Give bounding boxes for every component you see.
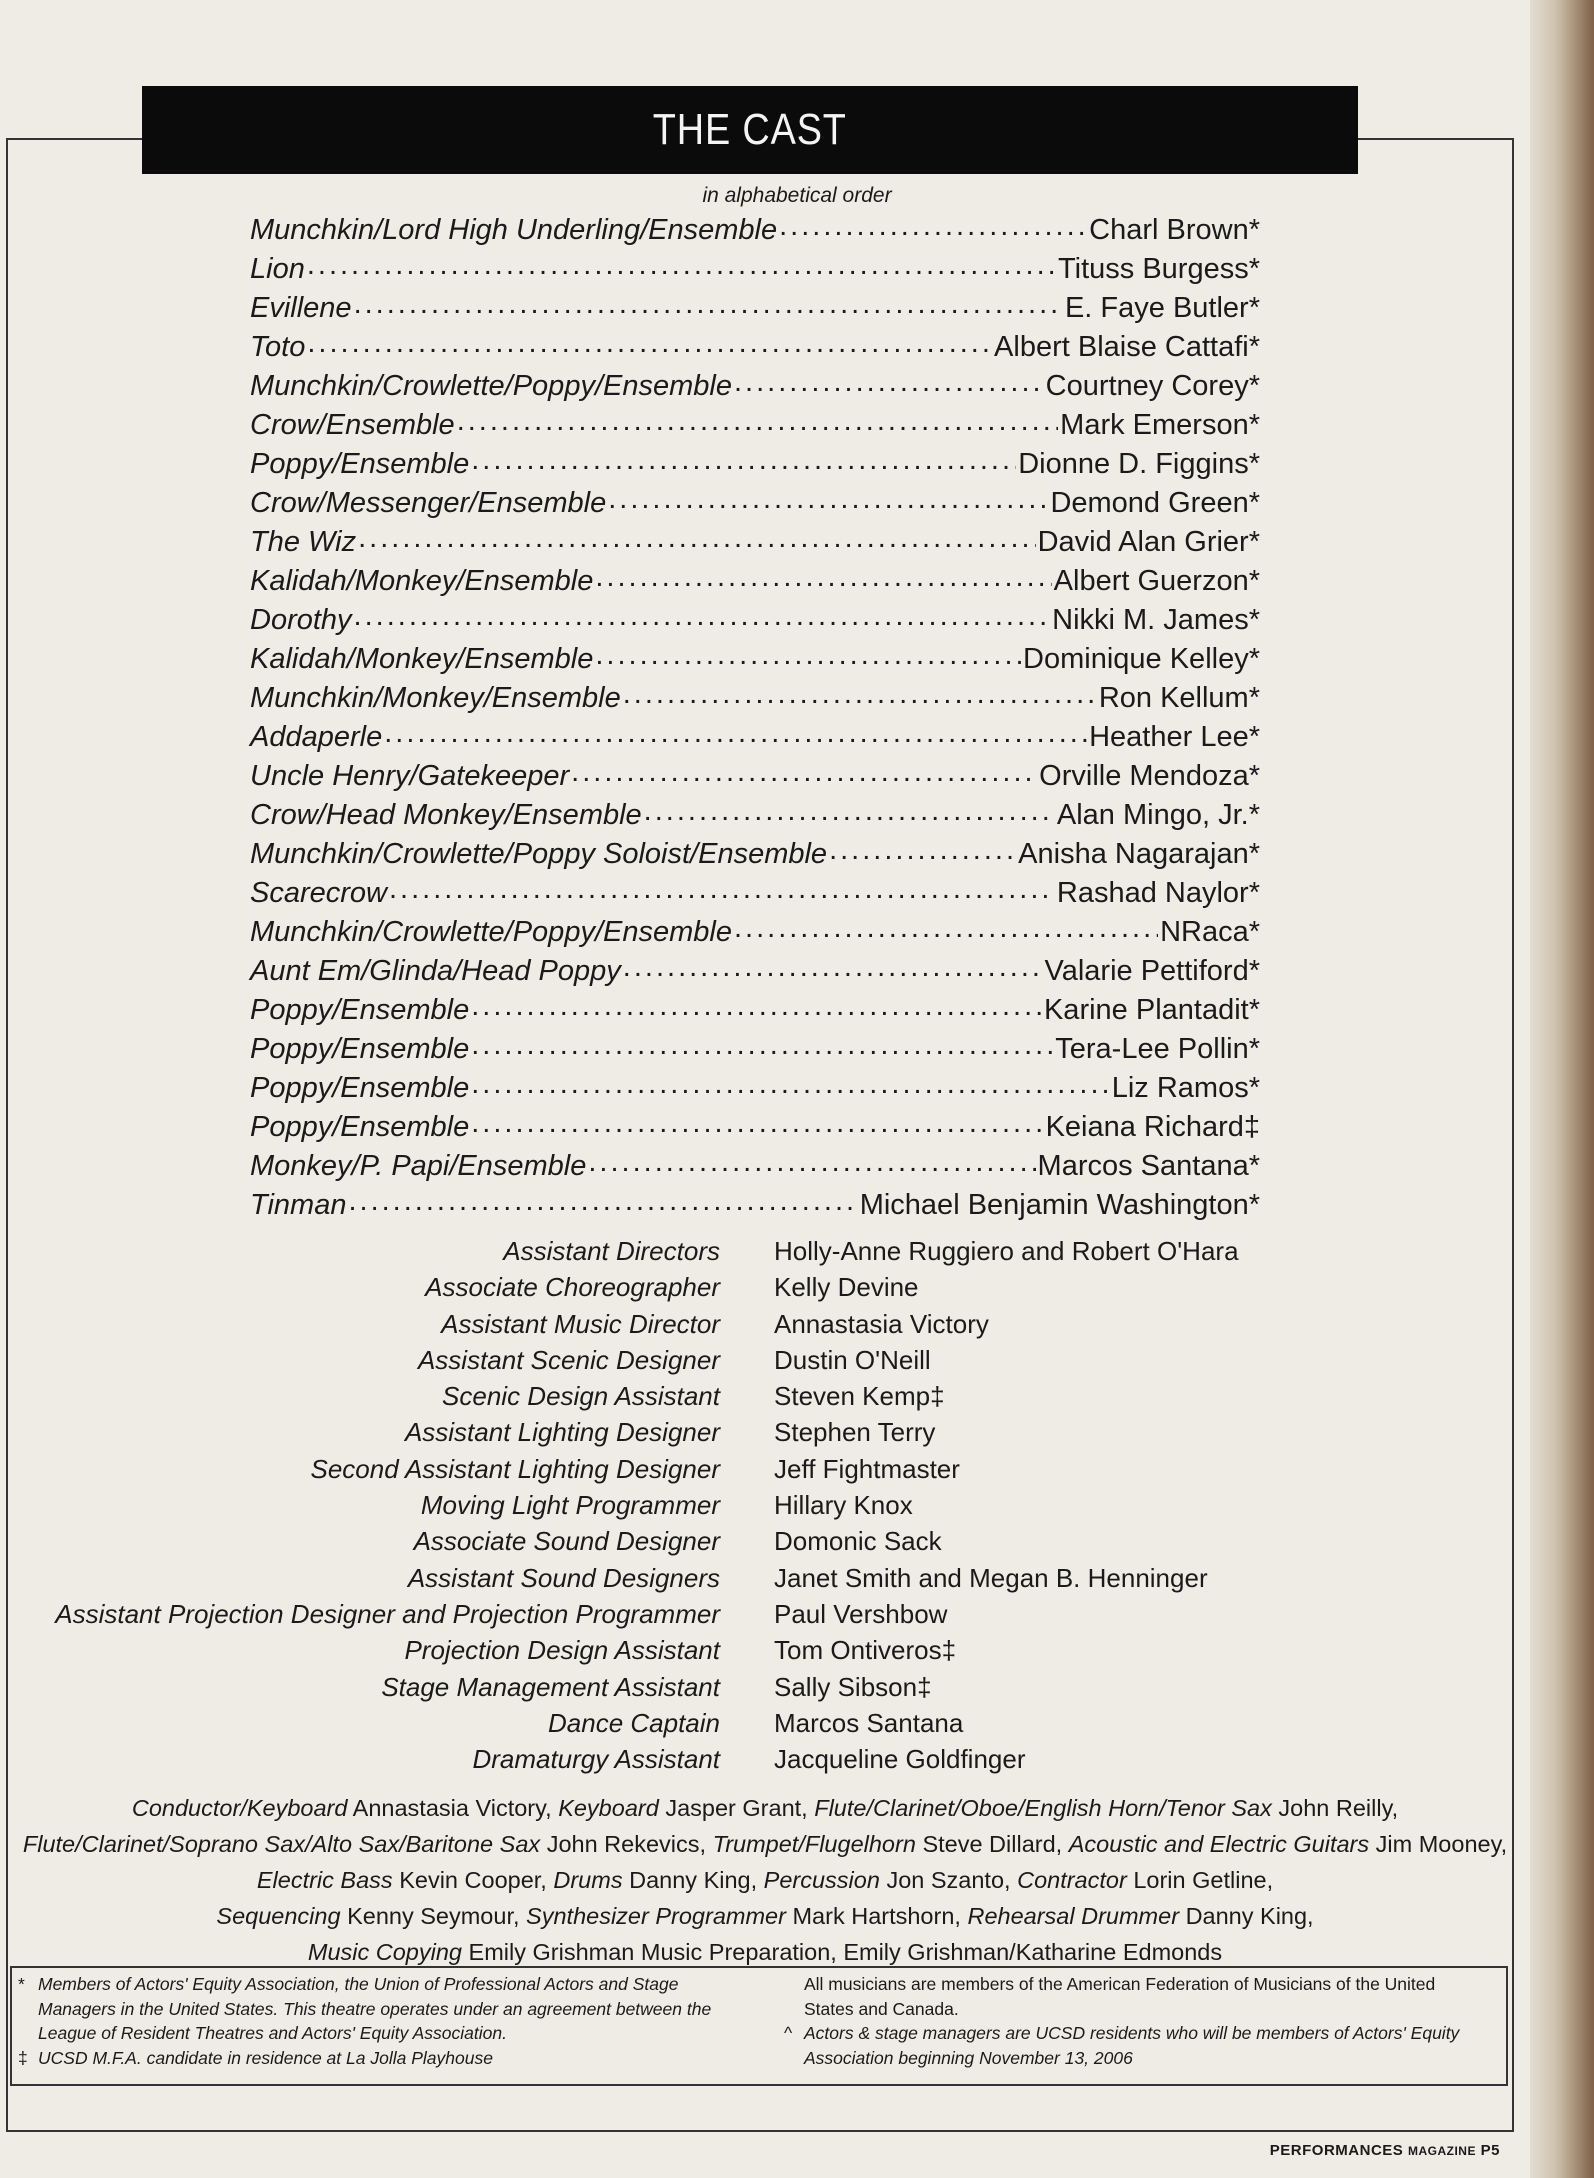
staff-row — [0, 1417, 1594, 1453]
musician-role: Acoustic and Electric Guitars — [1068, 1831, 1370, 1857]
footnote-text: Members of Actors' Equity Association, the Union of Professional Actors and Stage — [38, 1974, 679, 1994]
musicians-line — [20, 1862, 1510, 1898]
footnote-text: Actors & stage managers are UCSD residents who will be members of Actors' Equity — [804, 2023, 1460, 2043]
staff-row — [0, 1272, 1594, 1308]
staff-row — [0, 1490, 1594, 1526]
musician-name: Jim Mooney, — [1375, 1831, 1508, 1857]
cast-role: Addaperle — [250, 721, 383, 753]
title-banner — [142, 86, 1358, 174]
cast-actor: Michael Benjamin Washington* — [859, 1189, 1260, 1221]
dot-leader — [471, 1068, 1109, 1101]
dot-leader — [307, 327, 992, 360]
musician-name: Danny King, — [1185, 1903, 1314, 1929]
musician-role: Electric Bass — [256, 1867, 393, 1893]
dot-leader — [389, 873, 1055, 906]
cast-row — [250, 1150, 1260, 1189]
cast-row — [250, 331, 1260, 370]
cast-actor: Tituss Burgess* — [1058, 253, 1260, 285]
page-edge — [1530, 0, 1594, 2178]
cast-row — [250, 292, 1260, 331]
cast-list — [250, 214, 1260, 1228]
musician-name: Mark Hartshorn, — [792, 1903, 961, 1929]
cast-actor: David Alan Grier* — [1037, 526, 1260, 558]
cast-row — [250, 487, 1260, 526]
staff-row — [0, 1635, 1594, 1671]
cast-role: Poppy/Ensemble — [250, 1111, 470, 1143]
footnotes-right — [784, 1972, 1504, 2070]
musician-role: Keyboard — [558, 1795, 659, 1821]
cast-row — [250, 370, 1260, 409]
cast-actor: Courtney Corey* — [1045, 370, 1260, 402]
cast-row — [250, 838, 1260, 877]
cast-role: Crow/Head Monkey/Ensemble — [250, 799, 642, 831]
cast-row — [250, 448, 1260, 487]
cast-row — [250, 994, 1260, 1033]
cast-role: Uncle Henry/Gatekeeper — [250, 760, 570, 792]
footnote-line — [18, 2046, 773, 2071]
footnote-line — [784, 2021, 1504, 2046]
staff-row — [0, 1345, 1594, 1381]
musician-name: Kenny Seymour, — [347, 1903, 520, 1929]
musician-role: Rehearsal Drummer — [967, 1903, 1180, 1929]
publication-magazine: MAGAZINE — [1407, 2144, 1476, 2158]
cast-row — [250, 214, 1260, 253]
staff-name: Stephen Terry — [774, 1417, 936, 1448]
staff-row — [0, 1236, 1594, 1272]
footnote-text: Association beginning November 13, 2006 — [804, 2047, 1133, 2068]
dot-leader — [384, 717, 1087, 750]
musician-name: Danny King, — [629, 1867, 758, 1893]
cast-row — [250, 1072, 1260, 1111]
cast-row — [250, 1033, 1260, 1072]
musician-role: Percussion — [763, 1867, 880, 1893]
staff-row — [0, 1381, 1594, 1417]
staff-row — [0, 1454, 1594, 1490]
cast-row — [250, 916, 1260, 955]
dot-leader — [623, 951, 1043, 984]
footnote-text: States and Canada. — [804, 1998, 959, 2019]
staff-name: Holly-Anne Ruggiero and Robert O'Hara — [774, 1236, 1239, 1266]
cast-row — [250, 877, 1260, 916]
cast-actor: Charl Brown* — [1089, 214, 1260, 246]
cast-actor: Tera-Lee Pollin* — [1055, 1033, 1260, 1065]
staff-name: Tom Ontiveros‡ — [774, 1635, 957, 1666]
musicians-line — [20, 1934, 1510, 1970]
cast-role: Poppy/Ensemble — [250, 448, 470, 480]
dot-leader — [829, 834, 1016, 867]
staff-role: Associate Choreographer — [425, 1272, 720, 1303]
musicians-line — [20, 1898, 1510, 1934]
footnote-line — [784, 1972, 1504, 1997]
cast-role: Evillene — [250, 292, 352, 324]
dot-leader — [307, 249, 1056, 282]
footnote-line — [18, 2021, 773, 2046]
cast-role: Munchkin/Crowlette/Poppy Soloist/Ensemble — [250, 838, 828, 870]
staff-role: Scenic Design Assistant — [442, 1381, 720, 1412]
cast-actor: Heather Lee* — [1089, 721, 1260, 753]
staff-role: Stage Management Assistant — [381, 1671, 720, 1702]
staff-role: Associate Sound Designer — [413, 1526, 720, 1557]
cast-role: Toto — [250, 331, 306, 363]
cast-row — [250, 565, 1260, 604]
footnote-symbol: ^ — [784, 2023, 793, 2043]
cast-row — [250, 253, 1260, 292]
staff-role: Assistant Directors — [503, 1236, 720, 1266]
cast-actor: Anisha Nagarajan* — [1018, 838, 1260, 870]
staff-row — [0, 1599, 1594, 1635]
dot-leader — [623, 678, 1097, 711]
musician-name: Annastasia Victory, — [352, 1795, 552, 1821]
musician-role: Flute/Clarinet/Soprano Sax/Alto Sax/Baritone Sax — [22, 1831, 541, 1857]
musician-name: John Reilly, — [1278, 1795, 1399, 1821]
cast-role: Lion — [250, 253, 305, 285]
cast-role: Dorothy — [250, 604, 352, 636]
staff-role: Assistant Scenic Designer — [417, 1344, 720, 1375]
cast-role: Kalidah/Monkey/Ensemble — [250, 565, 594, 597]
cast-role: Munchkin/Crowlette/Poppy/Ensemble — [250, 370, 732, 402]
staff-name: Paul Vershbow — [774, 1598, 948, 1629]
cast-actor: Alan Mingo, Jr.* — [1056, 799, 1260, 831]
musicians-credits — [20, 1790, 1510, 1970]
cast-actor: Dominique Kelley* — [1023, 643, 1260, 675]
footnote-text: All musicians are members of the American Federation of Musicians of the United — [804, 1974, 1436, 1994]
dot-leader — [471, 1029, 1053, 1062]
staff-name: Steven Kemp‡ — [774, 1381, 945, 1412]
musicians-line — [20, 1790, 1510, 1826]
staff-row — [0, 1563, 1594, 1599]
cast-row — [250, 721, 1260, 760]
footnote-symbol — [784, 2046, 804, 2071]
staff-role: Assistant Music Director — [441, 1308, 720, 1339]
dot-leader — [471, 444, 1016, 477]
cast-actor: Rashad Naylor* — [1056, 877, 1260, 909]
cast-actor: NRaca* — [1160, 916, 1260, 948]
cast-actor: Orville Mendoza* — [1039, 760, 1260, 792]
cast-role: Munchkin/Lord High Underling/Ensemble — [250, 214, 778, 246]
staff-row — [0, 1309, 1594, 1345]
cast-actor: Albert Guerzon* — [1053, 565, 1260, 597]
dot-leader — [588, 1146, 1035, 1179]
dot-leader — [471, 1107, 1043, 1140]
cast-role: Crow/Ensemble — [250, 409, 455, 441]
footnote-symbol: ‡ — [18, 2047, 28, 2068]
dot-leader — [358, 522, 1035, 555]
footnote-symbol — [784, 1997, 804, 2022]
page-number: P5 — [1480, 2142, 1500, 2159]
footnote-symbol — [784, 1972, 804, 1997]
cast-row — [250, 409, 1260, 448]
musician-role: Contractor — [1017, 1867, 1127, 1893]
cast-actor: Marcos Santana* — [1037, 1150, 1260, 1182]
cast-role: Poppy/Ensemble — [250, 994, 470, 1026]
musician-name: John Rekevics, — [546, 1831, 707, 1857]
staff-name: Marcos Santana — [774, 1707, 964, 1738]
musician-name: Lorin Getline, — [1133, 1867, 1274, 1893]
staff-row — [0, 1708, 1594, 1744]
musician-name: Emily Grishman Music Preparation, Emily Grishman/Katharine Edmonds — [468, 1939, 1223, 1965]
dot-leader — [457, 405, 1058, 438]
page-footer — [1270, 2142, 1500, 2159]
cast-row — [250, 1111, 1260, 1150]
footnote-symbol — [18, 1997, 38, 2022]
staff-name: Jeff Fightmaster — [774, 1453, 960, 1484]
cast-role: Monkey/P. Papi/Ensemble — [250, 1150, 587, 1182]
cast-role: Munchkin/Crowlette/Poppy/Ensemble — [250, 916, 732, 948]
footnote-line — [18, 1997, 773, 2022]
staff-row — [0, 1744, 1594, 1780]
cast-role: Poppy/Ensemble — [250, 1033, 470, 1065]
cast-role: Munchkin/Monkey/Ensemble — [250, 682, 621, 714]
dot-leader — [644, 795, 1055, 828]
cast-row — [250, 526, 1260, 565]
dot-leader — [471, 990, 1042, 1023]
dot-leader — [734, 912, 1158, 945]
cast-row — [250, 955, 1260, 994]
footnote-symbol — [18, 2021, 38, 2046]
footnotes-left — [18, 1972, 773, 2070]
musicians-line — [20, 1826, 1510, 1862]
staff-name: Dustin O'Neill — [774, 1344, 931, 1375]
staff-name: Sally Sibson‡ — [774, 1671, 932, 1702]
staff-name: Janet Smith and Megan B. Henninger — [774, 1562, 1208, 1593]
dot-leader — [571, 756, 1037, 789]
musician-role: Drums — [553, 1867, 623, 1893]
musician-name: Jasper Grant, — [665, 1795, 808, 1821]
cast-row — [250, 604, 1260, 643]
dot-leader — [354, 288, 1063, 321]
musician-name: Steve Dillard, — [922, 1831, 1063, 1857]
cast-actor: Ron Kellum* — [1098, 682, 1260, 714]
dot-leader — [354, 600, 1051, 633]
dot-leader — [348, 1185, 857, 1218]
cast-actor: Nikki M. James* — [1052, 604, 1260, 636]
cast-actor: Dionne D. Figgins* — [1018, 448, 1260, 480]
footnote-symbol: * — [18, 1974, 25, 1994]
cast-actor: Karine Plantadit* — [1043, 994, 1260, 1026]
footnote-line — [784, 2046, 1504, 2071]
footnote-line — [18, 1972, 773, 1997]
staff-name: Jacqueline Goldfinger — [774, 1744, 1026, 1775]
cast-row — [250, 643, 1260, 682]
cast-row — [250, 760, 1260, 799]
dot-leader — [608, 483, 1048, 516]
cast-actor: Albert Blaise Cattafi* — [994, 331, 1260, 363]
staff-name: Kelly Devine — [774, 1272, 919, 1303]
cast-actor: Liz Ramos* — [1111, 1072, 1260, 1104]
dot-leader — [595, 561, 1051, 594]
musician-name: Kevin Cooper, — [399, 1867, 547, 1893]
footnote-line — [784, 1997, 1504, 2022]
cast-actor: Keiana Richard‡ — [1045, 1111, 1260, 1143]
staff-role: Assistant Sound Designers — [407, 1562, 720, 1593]
cast-actor: Valarie Pettiford* — [1044, 955, 1260, 987]
footnote-text: Managers in the United States. This theatre operates under an agreement between the — [38, 1998, 712, 2019]
staff-role: Moving Light Programmer — [420, 1490, 720, 1521]
footnote-text: League of Resident Theatres and Actors' Equity Association. — [38, 2023, 507, 2043]
footnote-text: UCSD M.F.A. candidate in residence at La Jolla Playhouse — [38, 2047, 493, 2068]
page-subtitle: in alphabetical order — [702, 184, 892, 207]
publication-name: PERFORMANCES — [1269, 2142, 1404, 2159]
cast-role: Kalidah/Monkey/Ensemble — [250, 643, 594, 675]
staff-role: Assistant Projection Designer and Projection Programmer — [55, 1598, 720, 1629]
staff-name: Hillary Knox — [774, 1490, 913, 1521]
staff-role: Dramaturgy Assistant — [472, 1744, 720, 1775]
cast-row — [250, 799, 1260, 838]
cast-actor: Demond Green* — [1050, 487, 1260, 519]
cast-role: The Wiz — [250, 526, 357, 558]
dot-leader — [734, 366, 1044, 399]
cast-row — [250, 1189, 1260, 1228]
staff-role: Second Assistant Lighting Designer — [310, 1453, 720, 1484]
musician-role: Music Copying — [307, 1939, 462, 1965]
dot-leader — [779, 210, 1087, 243]
staff-role: Assistant Lighting Designer — [404, 1417, 720, 1448]
staff-row — [0, 1672, 1594, 1708]
staff-role: Dance Captain — [548, 1707, 720, 1738]
cast-actor: Mark Emerson* — [1060, 409, 1260, 441]
staff-role: Projection Design Assistant — [404, 1635, 720, 1666]
musician-role: Flute/Clarinet/Oboe/English Horn/Tenor Sax — [814, 1795, 1272, 1821]
cast-role: Crow/Messenger/Ensemble — [250, 487, 607, 519]
page-title: THE CAST — [652, 105, 847, 154]
staff-name: Annastasia Victory — [774, 1308, 989, 1339]
musician-name: Jon Szanto, — [886, 1867, 1011, 1893]
musician-role: Trumpet/Flugelhorn — [712, 1831, 916, 1857]
cast-role: Aunt Em/Glinda/Head Poppy — [250, 955, 621, 987]
staff-row — [0, 1526, 1594, 1562]
cast-row — [250, 682, 1260, 721]
musician-role: Conductor/Keyboard — [131, 1795, 348, 1821]
footnotes-box — [10, 1966, 1508, 2086]
cast-role: Scarecrow — [250, 877, 387, 909]
production-staff-list — [0, 1236, 1594, 1780]
dot-leader — [595, 639, 1021, 672]
cast-role: Tinman — [250, 1189, 347, 1221]
musician-role: Synthesizer Programmer — [526, 1903, 786, 1929]
staff-name: Domonic Sack — [774, 1526, 942, 1557]
musician-role: Sequencing — [216, 1903, 341, 1929]
cast-actor: E. Faye Butler* — [1064, 292, 1260, 324]
cast-role: Poppy/Ensemble — [250, 1072, 470, 1104]
